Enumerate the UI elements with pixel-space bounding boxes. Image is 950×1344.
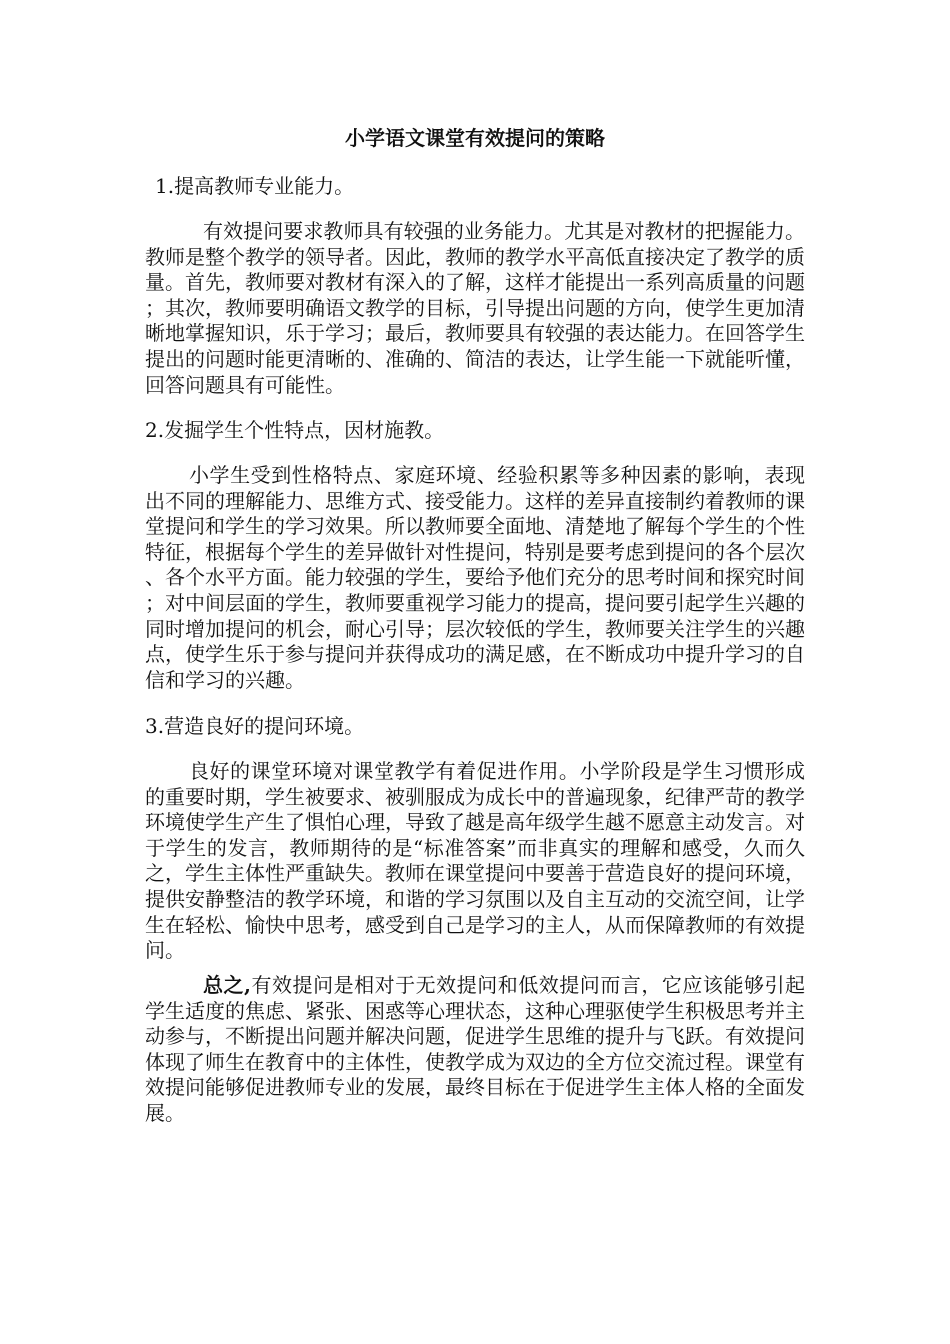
section-paragraph-3: 良好的课堂环境对课堂教学有着促进作用。小学阶段是学生习惯形成的重要时期，学生被要求、被驯服成为成长中的普遍现象，纪律严苛的教学环境使学生产生了惧怕心理，导致了越是高年级学生越不愿意主动发言。对于学生的发言，教师期待的是“标准答案”而非真实的理解和感受，久而久之，学生主体性严重缺失。教师在课堂提问中要善于营造良好的提问环境，提供安静整洁的教学环境，和谐的学习氛围以及自主互动的交流空间，让学生在轻松、愉快中思考，感受到自己是学习的主人，从而保障教师的有效提问。	[145, 759, 805, 963]
section-heading-3: 3.营造良好的提问环境。	[145, 714, 365, 738]
section-paragraph-1: 有效提问要求教师具有较强的业务能力。尤其是对教材的把握能力。教师是整个教学的领导者。因此，教师的教学水平高低直接决定了教学的质量。首先，教师要对教材有深入的了解，这样才能提出一系列高质量的问题；其次，教师要明确语文教学的目标，引导提出问题的方向，使学生更加清晰地掌握知识，乐于学习；最后，教师要具有较强的表达能力。在回答学生提出的问题时能更清晰的、准确的、简洁的表达，让学生能一下就能听懂，回答问题具有可能性。	[145, 219, 805, 397]
document-title: 小学语文课堂有效提问的策略	[345, 126, 605, 150]
conclusion-text: 有效提问是相对于无效提问和低效提问而言，它应该能够引起学生适度的焦虑、紧张、困惑等心理状态，这种心理驱使学生积极思考并主动参与，不断提出问题并解决问题，促进学生思维的提升与飞跃。有效提问体现了师生在教育中的主体性，使教学成为双边的全方位交流过程。课堂有效提问能够促进教师专业的发展，最终目标在于促进学生主体人格的全面发展。	[145, 973, 805, 1125]
conclusion-paragraph	[145, 973, 805, 1127]
section-paragraph-2: 小学生受到性格特点、家庭环境、经验积累等多种因素的影响，表现出不同的理解能力、思维方式、接受能力。这样的差异直接制约着教师的课堂提问和学生的学习效果。所以教师要全面地、清楚地了解每个学生的个性特征，根据每个学生的差异做针对性提问，特别是要考虑到提问的各个层次、各个水平方面。能力较强的学生，要给予他们充分的思考时间和探究时间；对中间层面的学生，教师要重视学习能力的提高，提问要引起学生兴趣的同时增加提问的机会，耐心引导；层次较低的学生，教师要关注学生的兴趣点，使学生乐于参与提问并获得成功的满足感，在不断成功中提升学习的自信和学习的兴趣。	[145, 463, 805, 692]
section-heading-2: 2.发掘学生个性特点，因材施教。	[145, 418, 445, 442]
conclusion-lead: 总之,	[203, 973, 251, 997]
section-heading-1: 1.提高教师专业能力。	[155, 174, 355, 198]
